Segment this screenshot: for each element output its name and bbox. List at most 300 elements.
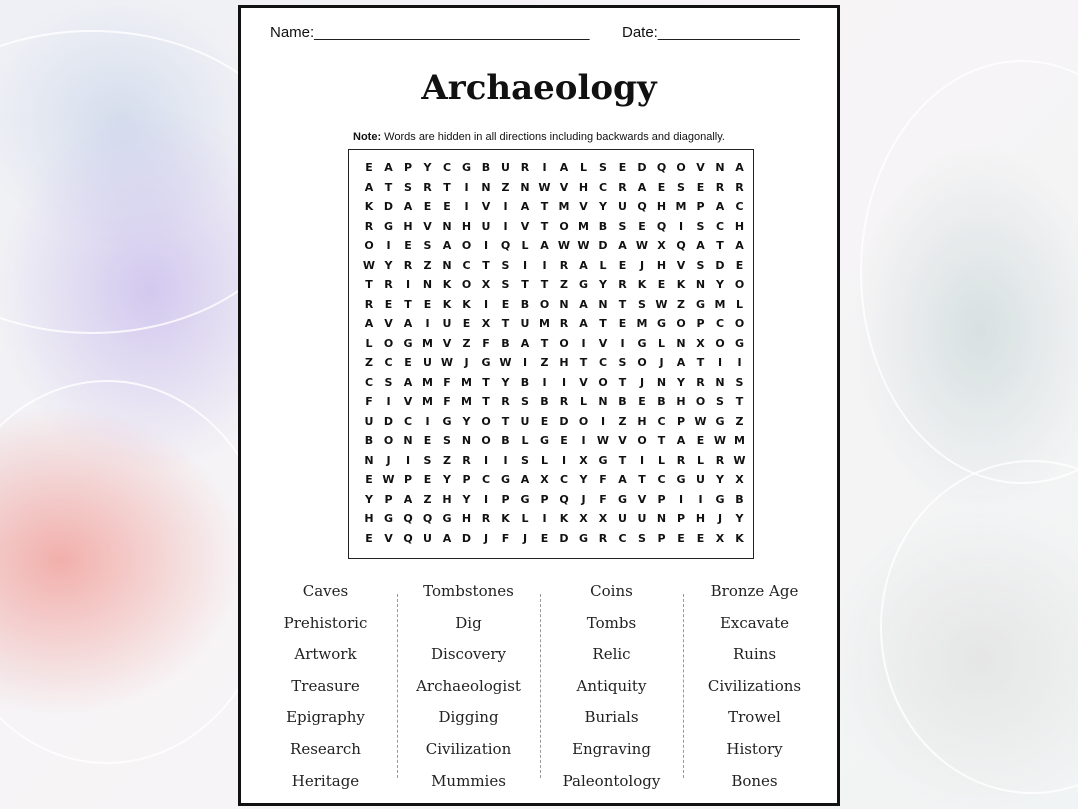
grid-letter[interactable]: E bbox=[443, 200, 451, 213]
grid-letter[interactable]: L bbox=[365, 336, 373, 350]
grid-letter[interactable]: N bbox=[520, 180, 530, 194]
grid-letter[interactable]: C bbox=[598, 356, 608, 369]
grid-letter[interactable]: I bbox=[542, 375, 547, 389]
grid-letter[interactable]: M bbox=[578, 219, 589, 233]
grid-letter[interactable]: V bbox=[618, 434, 627, 447]
grid-letter[interactable]: T bbox=[696, 356, 705, 369]
grid-letter[interactable]: G bbox=[734, 336, 745, 350]
grid-letter[interactable]: O bbox=[461, 278, 472, 291]
grid-letter[interactable]: P bbox=[696, 200, 705, 213]
grid-letter[interactable]: G bbox=[656, 317, 667, 330]
grid-letter[interactable]: H bbox=[695, 512, 706, 525]
grid-letter[interactable]: S bbox=[423, 453, 432, 467]
grid-letter[interactable]: K bbox=[442, 297, 452, 311]
grid-letter[interactable]: Y bbox=[599, 278, 607, 291]
grid-letter[interactable]: M bbox=[461, 375, 472, 389]
grid-letter[interactable]: T bbox=[599, 317, 607, 330]
grid-letter[interactable]: A bbox=[442, 531, 452, 545]
grid-letter[interactable]: M bbox=[558, 200, 570, 213]
grid-letter[interactable]: I bbox=[581, 336, 586, 350]
grid-letter[interactable]: T bbox=[618, 375, 627, 389]
grid-letter[interactable]: R bbox=[696, 375, 705, 389]
grid-letter[interactable]: I bbox=[678, 219, 684, 233]
grid-letter[interactable]: J bbox=[639, 375, 645, 389]
grid-letter[interactable]: U bbox=[618, 200, 627, 213]
grid-letter[interactable]: Y bbox=[462, 414, 471, 428]
grid-letter[interactable]: I bbox=[561, 375, 567, 389]
grid-letter[interactable]: R bbox=[384, 278, 393, 291]
grid-letter[interactable]: Q bbox=[637, 200, 647, 213]
grid-letter[interactable]: B bbox=[735, 492, 744, 506]
grid-letter[interactable]: X bbox=[657, 239, 666, 252]
grid-letter[interactable]: U bbox=[501, 161, 510, 174]
grid-letter[interactable]: R bbox=[423, 180, 432, 194]
grid-letter[interactable]: E bbox=[384, 297, 393, 311]
grid-letter[interactable]: G bbox=[578, 278, 589, 291]
grid-letter[interactable]: E bbox=[560, 434, 568, 447]
grid-letter[interactable]: T bbox=[657, 434, 666, 447]
grid-letter[interactable]: D bbox=[383, 414, 394, 428]
grid-letter[interactable]: V bbox=[598, 336, 608, 350]
grid-letter[interactable]: V bbox=[579, 200, 588, 213]
grid-letter[interactable]: E bbox=[501, 297, 510, 311]
grid-letter[interactable]: O bbox=[637, 434, 647, 447]
grid-letter[interactable]: Y bbox=[716, 278, 724, 291]
grid-letter[interactable]: I bbox=[386, 239, 391, 252]
grid-letter[interactable]: B bbox=[598, 219, 608, 233]
grid-letter[interactable]: R bbox=[559, 258, 569, 272]
grid-letter[interactable]: W bbox=[733, 453, 746, 467]
grid-letter[interactable]: S bbox=[501, 278, 510, 291]
grid-letter[interactable]: P bbox=[403, 161, 413, 174]
grid-letter[interactable]: P bbox=[540, 492, 549, 506]
grid-letter[interactable]: V bbox=[384, 317, 393, 330]
grid-letter[interactable]: X bbox=[481, 278, 491, 291]
grid-letter[interactable]: O bbox=[559, 219, 569, 233]
grid-letter[interactable]: N bbox=[403, 434, 413, 447]
grid-letter[interactable]: T bbox=[404, 297, 412, 311]
grid-letter[interactable]: W bbox=[499, 356, 512, 369]
grid-letter[interactable]: Z bbox=[618, 414, 627, 428]
grid-letter[interactable]: M bbox=[461, 395, 472, 408]
grid-letter[interactable]: P bbox=[657, 492, 666, 506]
grid-letter[interactable]: N bbox=[442, 219, 452, 233]
grid-letter[interactable]: I bbox=[503, 200, 508, 213]
grid-letter[interactable]: V bbox=[520, 219, 530, 233]
grid-letter[interactable]: C bbox=[481, 473, 491, 486]
grid-letter[interactable]: L bbox=[657, 453, 665, 467]
grid-letter[interactable]: U bbox=[481, 219, 491, 233]
grid-letter[interactable]: G bbox=[676, 473, 686, 486]
grid-letter[interactable]: A bbox=[403, 492, 413, 506]
grid-letter[interactable]: I bbox=[483, 453, 489, 467]
grid-letter[interactable]: V bbox=[384, 531, 393, 545]
grid-letter[interactable]: H bbox=[461, 219, 472, 233]
grid-letter[interactable]: V bbox=[559, 180, 569, 194]
grid-letter[interactable]: E bbox=[618, 161, 627, 174]
grid-letter[interactable]: T bbox=[618, 453, 627, 467]
grid-letter[interactable]: Z bbox=[735, 414, 744, 428]
grid-letter[interactable]: R bbox=[481, 512, 491, 525]
grid-letter[interactable]: E bbox=[735, 258, 744, 272]
grid-letter[interactable]: I bbox=[503, 453, 508, 467]
grid-letter[interactable]: O bbox=[461, 239, 472, 252]
grid-letter[interactable]: K bbox=[676, 278, 686, 291]
grid-letter[interactable]: O bbox=[676, 317, 686, 330]
grid-letter[interactable]: W bbox=[577, 239, 590, 252]
grid-letter[interactable]: N bbox=[422, 278, 433, 291]
grid-letter[interactable]: W bbox=[382, 473, 395, 486]
grid-letter[interactable]: U bbox=[696, 473, 705, 486]
grid-letter[interactable]: J bbox=[639, 258, 645, 272]
grid-letter[interactable]: R bbox=[364, 297, 374, 311]
grid-letter[interactable]: I bbox=[581, 434, 586, 447]
grid-letter[interactable]: I bbox=[522, 258, 528, 272]
grid-letter[interactable]: Y bbox=[735, 512, 744, 525]
grid-letter[interactable]: A bbox=[735, 239, 744, 252]
grid-letter[interactable]: G bbox=[598, 453, 608, 467]
grid-letter[interactable]: F bbox=[443, 395, 451, 408]
grid-letter[interactable]: N bbox=[656, 512, 667, 525]
grid-letter[interactable]: I bbox=[464, 200, 469, 213]
grid-letter[interactable]: M bbox=[422, 375, 433, 389]
grid-letter[interactable]: V bbox=[579, 375, 588, 389]
grid-letter[interactable]: Y bbox=[716, 473, 724, 486]
grid-letter[interactable]: E bbox=[657, 278, 666, 291]
grid-letter[interactable]: U bbox=[618, 512, 627, 525]
grid-letter[interactable]: Y bbox=[677, 375, 685, 389]
grid-letter[interactable]: J bbox=[386, 453, 391, 467]
grid-letter[interactable]: Q bbox=[656, 219, 667, 233]
grid-letter[interactable]: T bbox=[540, 336, 549, 350]
grid-letter[interactable]: M bbox=[714, 297, 726, 311]
grid-letter[interactable]: G bbox=[403, 336, 413, 350]
grid-letter[interactable]: E bbox=[540, 531, 549, 545]
grid-letter[interactable]: A bbox=[715, 200, 725, 213]
grid-letter[interactable]: Y bbox=[365, 492, 373, 506]
grid-letter[interactable]: T bbox=[501, 317, 510, 330]
grid-letter[interactable]: P bbox=[657, 531, 666, 545]
grid-letter[interactable]: Q bbox=[500, 239, 511, 252]
grid-letter[interactable]: E bbox=[677, 531, 685, 545]
grid-letter[interactable]: U bbox=[364, 414, 374, 428]
grid-letter[interactable]: Y bbox=[443, 473, 451, 486]
grid-letter[interactable]: G bbox=[461, 161, 472, 174]
grid-letter[interactable]: R bbox=[618, 180, 627, 194]
grid-letter[interactable]: U bbox=[423, 356, 432, 369]
date-field[interactable]: Date:_________________ bbox=[622, 24, 800, 41]
grid-letter[interactable]: J bbox=[483, 531, 489, 545]
grid-letter[interactable]: R bbox=[520, 161, 530, 174]
grid-letter[interactable]: U bbox=[423, 531, 432, 545]
grid-letter[interactable]: B bbox=[520, 297, 530, 311]
grid-letter[interactable]: G bbox=[442, 512, 452, 525]
grid-letter[interactable]: Q bbox=[422, 512, 433, 525]
grid-letter[interactable]: R bbox=[676, 453, 686, 467]
grid-letter[interactable]: A bbox=[403, 200, 413, 213]
grid-letter[interactable]: A bbox=[559, 161, 569, 174]
grid-letter[interactable]: Y bbox=[501, 375, 510, 389]
grid-letter[interactable]: E bbox=[404, 239, 412, 252]
grid-letter[interactable]: T bbox=[638, 473, 646, 486]
grid-letter[interactable]: C bbox=[442, 161, 452, 174]
grid-letter[interactable]: A bbox=[579, 317, 588, 330]
grid-letter[interactable]: L bbox=[521, 512, 529, 525]
grid-letter[interactable]: I bbox=[483, 297, 489, 311]
grid-letter[interactable]: E bbox=[462, 317, 471, 330]
grid-letter[interactable]: D bbox=[715, 258, 725, 272]
grid-letter[interactable]: C bbox=[715, 219, 725, 233]
grid-letter[interactable]: E bbox=[618, 258, 627, 272]
grid-letter[interactable]: S bbox=[677, 180, 685, 194]
grid-letter[interactable]: R bbox=[462, 453, 471, 467]
grid-letter[interactable]: S bbox=[638, 531, 646, 545]
grid-letter[interactable]: Q bbox=[403, 512, 413, 525]
grid-letter[interactable]: B bbox=[364, 434, 374, 447]
grid-letter[interactable]: S bbox=[423, 239, 432, 252]
grid-letter[interactable]: J bbox=[717, 512, 723, 525]
grid-letter[interactable]: K bbox=[559, 512, 569, 525]
grid-letter[interactable]: E bbox=[423, 434, 432, 447]
grid-letter[interactable]: G bbox=[715, 414, 725, 428]
grid-letter[interactable]: R bbox=[715, 453, 725, 467]
grid-letter[interactable]: G bbox=[617, 492, 628, 506]
grid-letter[interactable]: S bbox=[638, 297, 646, 311]
grid-letter[interactable]: C bbox=[598, 180, 608, 194]
grid-letter[interactable]: T bbox=[579, 356, 588, 369]
grid-letter[interactable]: T bbox=[735, 395, 744, 408]
grid-letter[interactable]: Q bbox=[656, 161, 667, 174]
grid-letter[interactable]: O bbox=[578, 414, 589, 428]
grid-letter[interactable]: C bbox=[657, 414, 666, 428]
grid-letter[interactable]: A bbox=[520, 200, 530, 213]
grid-letter[interactable]: N bbox=[461, 434, 472, 447]
grid-letter[interactable]: I bbox=[561, 453, 567, 467]
grid-letter[interactable]: I bbox=[639, 453, 645, 467]
grid-letter[interactable]: J bbox=[522, 531, 528, 545]
grid-letter[interactable]: A bbox=[637, 180, 647, 194]
grid-letter[interactable]: T bbox=[365, 278, 373, 291]
grid-letter[interactable]: S bbox=[696, 258, 705, 272]
grid-letter[interactable]: E bbox=[618, 317, 627, 330]
grid-letter[interactable]: O bbox=[383, 336, 394, 350]
grid-letter[interactable]: X bbox=[735, 473, 744, 486]
grid-letter[interactable]: F bbox=[599, 492, 607, 506]
grid-letter[interactable]: B bbox=[501, 434, 510, 447]
grid-letter[interactable]: S bbox=[599, 161, 607, 174]
grid-letter[interactable]: S bbox=[404, 180, 412, 194]
grid-letter[interactable]: C bbox=[715, 317, 725, 330]
grid-letter[interactable]: L bbox=[521, 434, 529, 447]
grid-letter[interactable]: R bbox=[501, 395, 510, 408]
grid-letter[interactable]: N bbox=[656, 375, 667, 389]
grid-letter[interactable]: O bbox=[695, 395, 706, 408]
grid-letter[interactable]: M bbox=[675, 200, 687, 213]
grid-letter[interactable]: I bbox=[425, 317, 430, 330]
grid-letter[interactable]: N bbox=[559, 297, 569, 311]
grid-letter[interactable]: P bbox=[462, 473, 471, 486]
grid-letter[interactable]: P bbox=[676, 414, 686, 428]
grid-letter[interactable]: B bbox=[501, 336, 510, 350]
grid-letter[interactable]: J bbox=[659, 356, 664, 369]
grid-letter[interactable]: E bbox=[540, 414, 549, 428]
grid-letter[interactable]: X bbox=[696, 336, 705, 350]
grid-letter[interactable]: K bbox=[637, 278, 647, 291]
grid-letter[interactable]: L bbox=[599, 258, 607, 272]
grid-letter[interactable]: C bbox=[364, 375, 374, 389]
grid-letter[interactable]: T bbox=[716, 239, 724, 252]
grid-letter[interactable]: M bbox=[734, 434, 745, 447]
grid-letter[interactable]: A bbox=[579, 258, 588, 272]
grid-letter[interactable]: E bbox=[657, 180, 666, 194]
grid-letter[interactable]: C bbox=[657, 473, 666, 486]
grid-letter[interactable]: B bbox=[657, 395, 666, 408]
grid-letter[interactable]: A bbox=[579, 297, 588, 311]
grid-letter[interactable]: O bbox=[481, 414, 491, 428]
grid-letter[interactable]: A bbox=[520, 336, 530, 350]
grid-letter[interactable]: R bbox=[618, 278, 627, 291]
grid-letter[interactable]: B bbox=[481, 161, 491, 174]
grid-letter[interactable]: K bbox=[442, 278, 452, 291]
grid-letter[interactable]: W bbox=[635, 239, 649, 252]
grid-letter[interactable]: O bbox=[539, 297, 550, 311]
grid-letter[interactable]: U bbox=[637, 512, 647, 525]
grid-letter[interactable]: I bbox=[405, 453, 411, 467]
grid-letter[interactable]: W bbox=[713, 434, 727, 447]
grid-letter[interactable]: X bbox=[481, 317, 491, 330]
grid-letter[interactable]: S bbox=[521, 395, 529, 408]
grid-letter[interactable]: Y bbox=[579, 473, 588, 486]
grid-letter[interactable]: G bbox=[539, 434, 550, 447]
grid-letter[interactable]: D bbox=[637, 161, 647, 174]
grid-letter[interactable]: G bbox=[520, 492, 530, 506]
grid-letter[interactable]: Y bbox=[462, 492, 471, 506]
grid-letter[interactable]: R bbox=[735, 180, 744, 194]
grid-letter[interactable]: H bbox=[637, 414, 647, 428]
grid-letter[interactable]: X bbox=[579, 512, 588, 525]
grid-letter[interactable]: U bbox=[520, 317, 530, 330]
grid-letter[interactable]: P bbox=[501, 492, 510, 506]
grid-letter[interactable]: W bbox=[538, 180, 551, 194]
grid-letter[interactable]: S bbox=[501, 258, 510, 272]
grid-letter[interactable]: C bbox=[618, 531, 627, 545]
grid-letter[interactable]: A bbox=[696, 239, 705, 252]
grid-letter[interactable]: V bbox=[481, 200, 491, 213]
grid-letter[interactable]: R bbox=[559, 395, 569, 408]
grid-letter[interactable]: I bbox=[503, 219, 508, 233]
grid-letter[interactable]: G bbox=[500, 473, 511, 486]
grid-letter[interactable]: V bbox=[676, 258, 686, 272]
grid-letter[interactable]: N bbox=[598, 395, 608, 408]
grid-letter[interactable]: O bbox=[734, 317, 745, 330]
grid-letter[interactable]: N bbox=[442, 258, 452, 272]
grid-letter[interactable]: S bbox=[716, 395, 724, 408]
grid-letter[interactable]: G bbox=[637, 336, 647, 350]
grid-letter[interactable]: P bbox=[403, 473, 413, 486]
grid-letter[interactable]: H bbox=[461, 512, 472, 525]
grid-letter[interactable]: Z bbox=[365, 356, 373, 369]
grid-letter[interactable]: A bbox=[384, 161, 393, 174]
grid-letter[interactable]: G bbox=[578, 531, 589, 545]
grid-letter[interactable]: I bbox=[405, 278, 411, 291]
grid-letter[interactable]: P bbox=[676, 512, 686, 525]
grid-letter[interactable]: C bbox=[462, 258, 471, 272]
grid-letter[interactable]: G bbox=[442, 414, 452, 428]
grid-letter[interactable]: N bbox=[695, 278, 706, 291]
grid-letter[interactable]: S bbox=[521, 453, 529, 467]
grid-letter[interactable]: A bbox=[364, 317, 374, 330]
grid-letter[interactable]: Q bbox=[559, 492, 569, 506]
grid-letter[interactable]: L bbox=[521, 239, 529, 252]
grid-letter[interactable]: O bbox=[715, 336, 725, 350]
grid-letter[interactable]: D bbox=[598, 239, 608, 252]
grid-letter[interactable]: M bbox=[422, 336, 433, 350]
grid-letter[interactable]: I bbox=[483, 239, 489, 252]
grid-letter[interactable]: Z bbox=[423, 492, 432, 506]
grid-letter[interactable]: Y bbox=[423, 161, 432, 174]
grid-letter[interactable]: I bbox=[542, 512, 547, 525]
grid-letter[interactable]: J bbox=[464, 356, 469, 369]
grid-letter[interactable]: B bbox=[520, 375, 530, 389]
grid-letter[interactable]: O bbox=[559, 336, 569, 350]
grid-letter[interactable]: Q bbox=[403, 531, 413, 545]
grid-letter[interactable]: V bbox=[637, 492, 647, 506]
grid-letter[interactable]: I bbox=[483, 492, 489, 506]
grid-letter[interactable]: X bbox=[715, 531, 725, 545]
grid-letter[interactable]: E bbox=[696, 531, 705, 545]
grid-letter[interactable]: H bbox=[676, 395, 686, 408]
grid-letter[interactable]: R bbox=[598, 531, 608, 545]
grid-letter[interactable]: A bbox=[676, 356, 686, 369]
grid-letter[interactable]: Q bbox=[676, 239, 686, 252]
grid-letter[interactable]: A bbox=[618, 473, 627, 486]
grid-letter[interactable]: A bbox=[735, 161, 744, 174]
grid-letter[interactable]: Z bbox=[677, 297, 685, 311]
grid-letter[interactable]: E bbox=[365, 473, 373, 486]
grid-letter[interactable]: W bbox=[694, 414, 707, 428]
grid-letter[interactable]: H bbox=[734, 219, 745, 233]
grid-letter[interactable]: T bbox=[384, 180, 393, 194]
grid-letter[interactable]: N bbox=[481, 180, 491, 194]
grid-letter[interactable]: X bbox=[579, 453, 588, 467]
grid-letter[interactable]: I bbox=[542, 161, 547, 174]
grid-letter[interactable]: O bbox=[383, 434, 394, 447]
grid-letter[interactable]: A bbox=[676, 434, 686, 447]
grid-letter[interactable]: A bbox=[540, 239, 549, 252]
grid-letter[interactable]: K bbox=[735, 531, 744, 545]
grid-letter[interactable]: T bbox=[540, 219, 549, 233]
grid-letter[interactable]: V bbox=[403, 395, 413, 408]
grid-letter[interactable]: N bbox=[676, 336, 686, 350]
grid-letter[interactable]: Z bbox=[560, 278, 568, 291]
grid-letter[interactable]: X bbox=[598, 512, 608, 525]
grid-letter[interactable]: E bbox=[423, 200, 432, 213]
grid-letter[interactable]: H bbox=[442, 492, 452, 506]
grid-letter[interactable]: T bbox=[618, 297, 627, 311]
grid-letter[interactable]: A bbox=[403, 317, 413, 330]
grid-letter[interactable]: Z bbox=[423, 258, 432, 272]
grid-letter[interactable]: C bbox=[735, 200, 744, 213]
grid-letter[interactable]: X bbox=[540, 473, 549, 486]
name-field[interactable]: Name:_________________________________ bbox=[270, 24, 590, 41]
grid-letter[interactable]: E bbox=[696, 434, 705, 447]
grid-letter[interactable]: I bbox=[542, 258, 547, 272]
grid-letter[interactable]: Z bbox=[462, 336, 471, 350]
grid-letter[interactable]: E bbox=[696, 180, 705, 194]
grid-letter[interactable]: L bbox=[540, 453, 548, 467]
grid-letter[interactable]: I bbox=[737, 356, 742, 369]
grid-letter[interactable]: K bbox=[462, 297, 471, 311]
